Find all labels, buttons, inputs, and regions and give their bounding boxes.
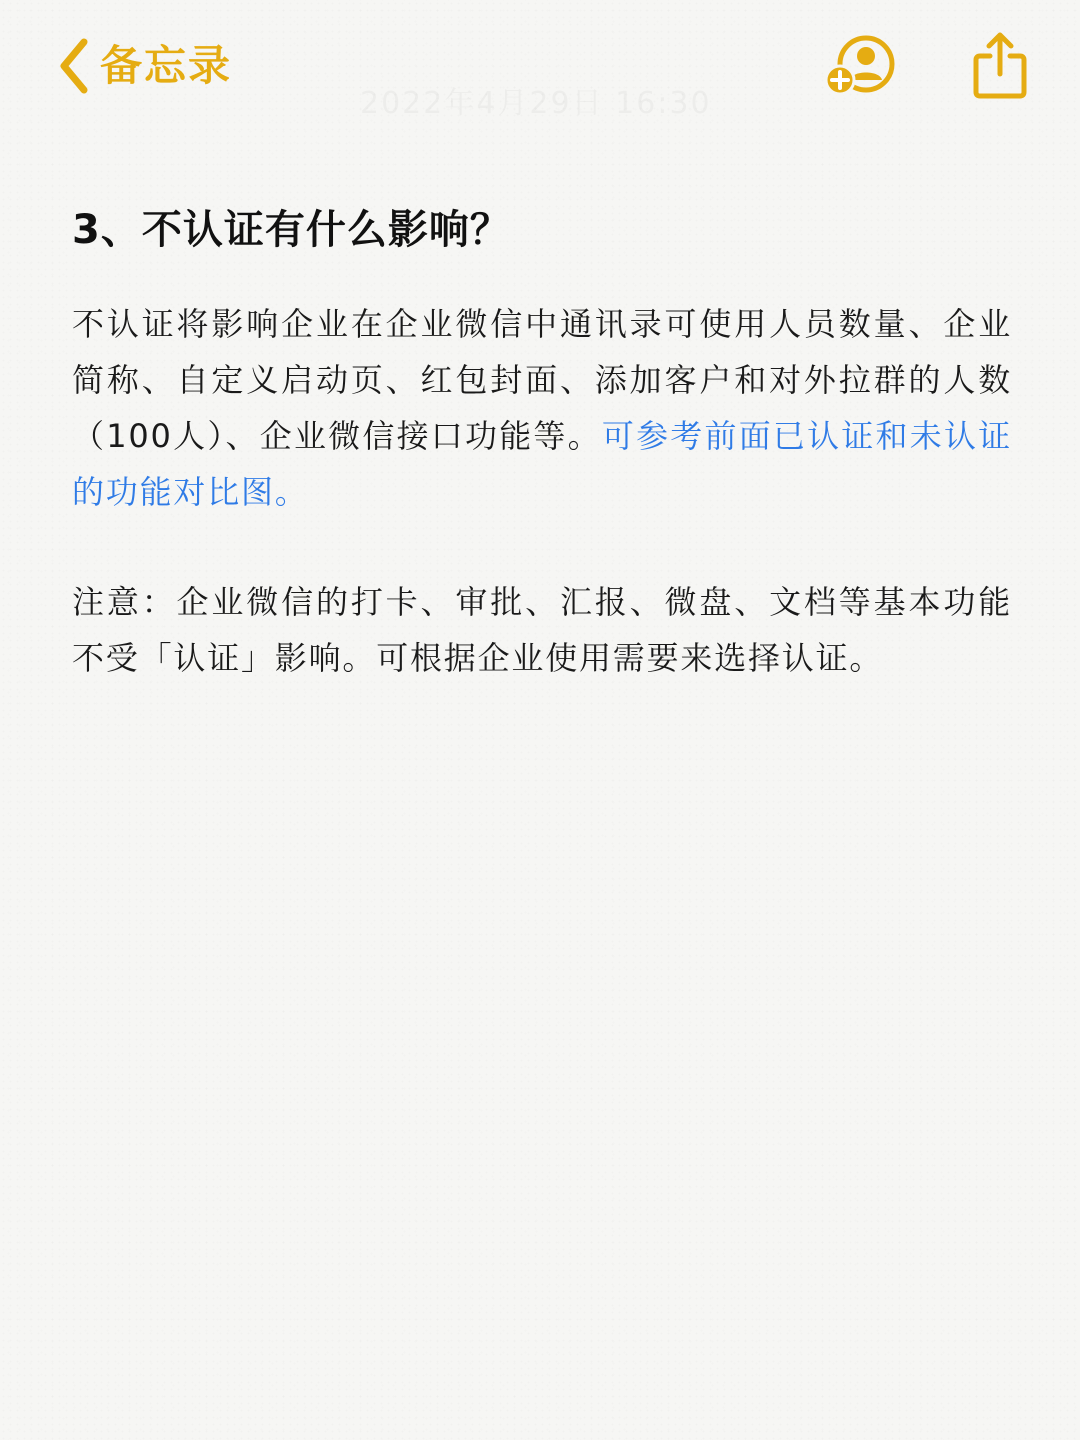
share-icon bbox=[970, 30, 1030, 100]
add-person-icon bbox=[824, 34, 900, 98]
note-body[interactable] bbox=[72, 198, 1012, 686]
share-button[interactable] bbox=[970, 30, 1030, 100]
back-button[interactable] bbox=[56, 34, 232, 98]
note-date bbox=[360, 78, 712, 122]
chevron-left-icon bbox=[56, 36, 92, 96]
add-person-button[interactable] bbox=[824, 34, 900, 98]
comparison-chart-link[interactable]: 可参考前面已认证和未认证的功能对比图。 bbox=[72, 417, 1012, 511]
note-paragraph-notice: 注意：企业微信的打卡、审批、汇报、微盘、文档等基本功能不受「认证」影响。可根据企业使用需要来选择认证。 bbox=[72, 583, 1012, 677]
impact-text: 不认证将影响企业在企业微信中通讯录可使用人员数量、企业简称、自定义启动页、红包封面、添加客户和对外拉群的人数（100人）、企业微信接口功能等。 bbox=[72, 305, 1012, 455]
note-heading: 3、不认证有什么影响？ bbox=[72, 207, 511, 253]
note-paragraph-impact bbox=[72, 296, 1012, 520]
navigation-bar bbox=[0, 0, 1080, 140]
back-label: 备忘录 bbox=[100, 41, 233, 90]
